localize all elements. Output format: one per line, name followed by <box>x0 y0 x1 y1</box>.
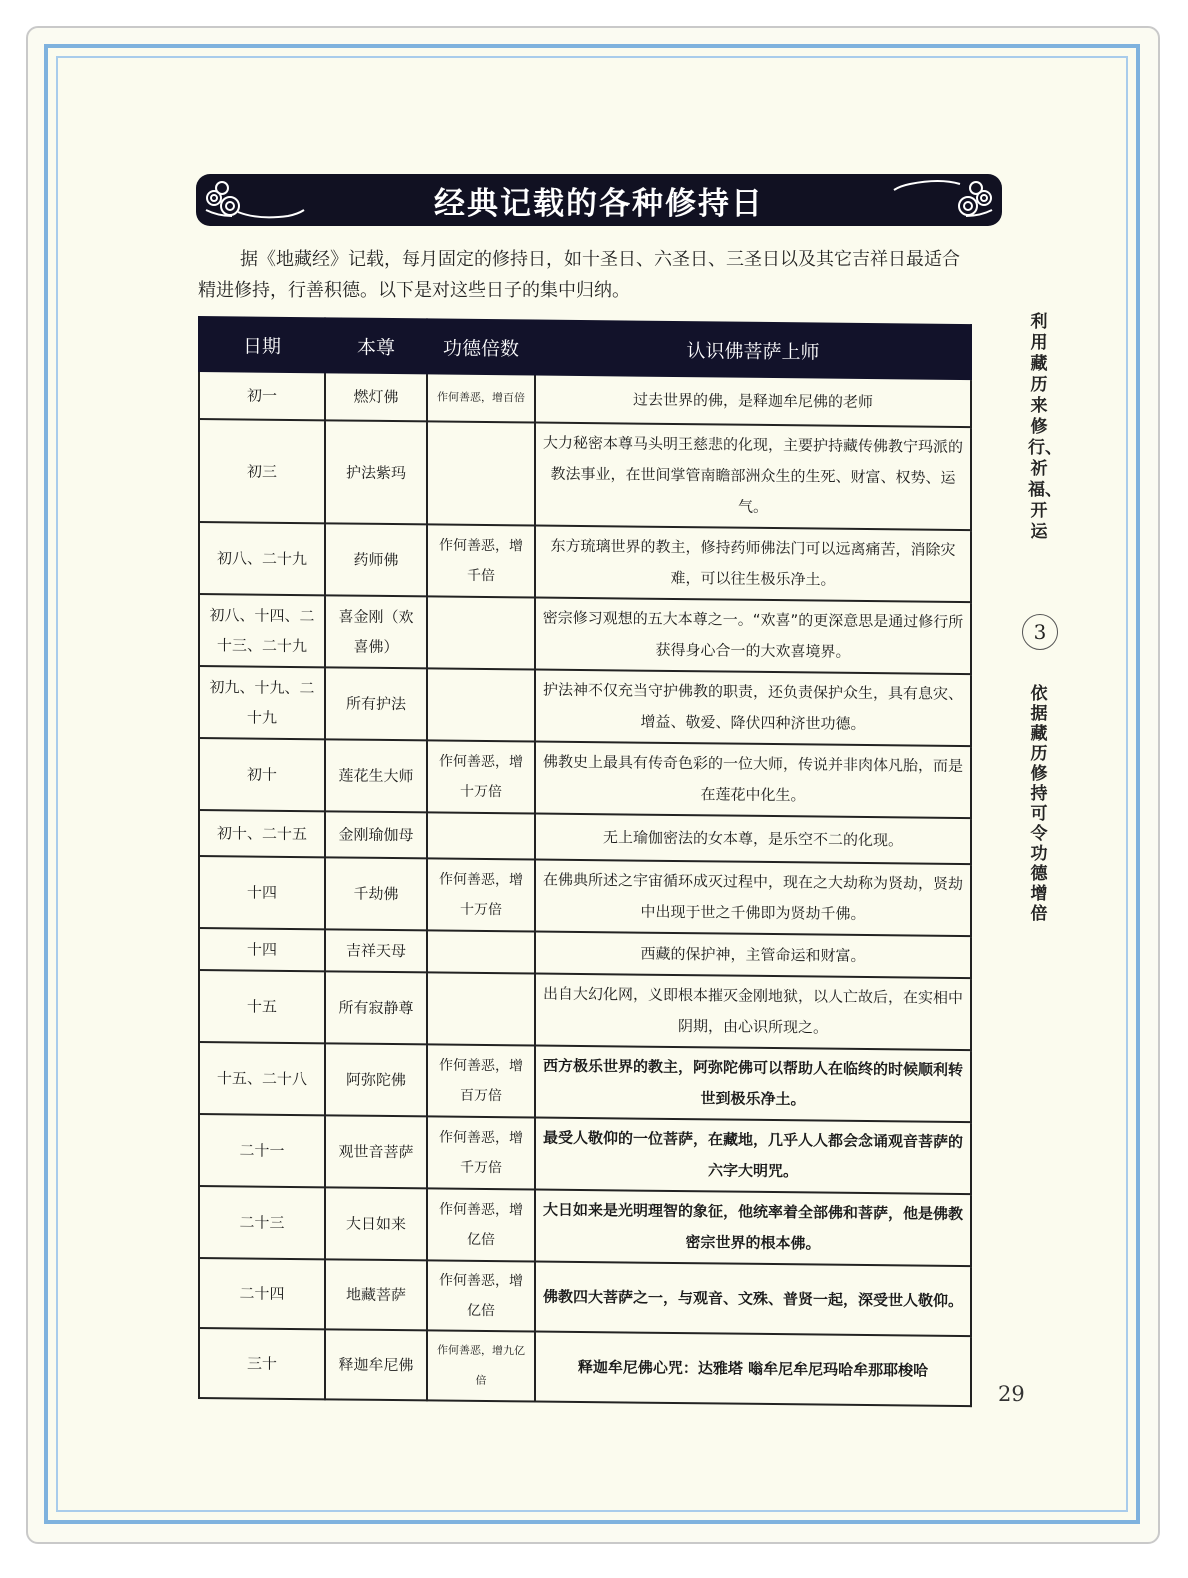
cell-deity: 观世音菩萨 <box>325 1115 427 1188</box>
cell-description: 佛教史上最具有传奇色彩的一位大师，传说并非肉体凡胎，而是在莲花中化生。 <box>535 742 971 819</box>
cell-date: 十五 <box>199 970 325 1043</box>
table-row <box>199 1042 971 1122</box>
cell-merit <box>427 421 535 525</box>
page-title: 经典记载的各种修持日 <box>434 185 764 222</box>
cell-description: 释迦牟尼佛心咒：达雅塔 嗡牟尼牟尼玛哈牟那耶梭哈 <box>535 1332 971 1407</box>
cell-merit: 作何善恶，增百万倍 <box>427 1044 535 1117</box>
cell-deity: 释迦牟尼佛 <box>325 1329 427 1400</box>
cell-deity: 大日如来 <box>325 1187 427 1260</box>
table-row <box>199 666 971 746</box>
cell-description: 大日如来是光明理智的象征，他统率着全部佛和菩萨，他是佛教密宗世界的根本佛。 <box>535 1190 971 1267</box>
cell-description: 最受人敬仰的一位菩萨，在藏地，几乎人人都会念诵观音菩萨的六字大明咒。 <box>535 1118 971 1195</box>
side-chapter-title: 依据藏历修持可令功德增倍 <box>1030 684 1048 924</box>
cell-description: 无上瑜伽密法的女本尊，是乐空不二的化现。 <box>535 814 971 865</box>
cloud-ornament-right-icon <box>890 176 1000 224</box>
cell-date: 十四 <box>199 928 325 971</box>
cell-merit: 作何善恶，增千万倍 <box>427 1116 535 1189</box>
cell-description: 西方极乐世界的教主，阿弥陀佛可以帮助人在临终的时候顺利转世到极乐净土。 <box>535 1046 971 1123</box>
cell-deity: 莲花生大师 <box>325 739 427 812</box>
cell-date: 三十 <box>199 1328 325 1399</box>
observance-table <box>198 316 972 1407</box>
title-banner <box>196 174 1002 226</box>
cell-description: 护法神不仅充当守护佛教的职责，还负责保护众生，具有息灾、增益、敬爱、降伏四种济世功德。 <box>535 670 971 747</box>
table-row <box>199 970 971 1050</box>
table-row <box>199 738 971 818</box>
cell-merit <box>427 668 535 741</box>
cell-description: 过去世界的佛，是释迦牟尼佛的老师 <box>535 375 971 428</box>
cell-date: 初九、十九、二十九 <box>199 666 325 739</box>
cell-deity: 护法紫玛 <box>325 420 427 524</box>
cell-date: 二十三 <box>199 1186 325 1259</box>
cell-deity: 药师佛 <box>325 523 427 596</box>
cell-merit <box>427 972 535 1045</box>
cloud-ornament-left-icon <box>198 176 308 224</box>
table-row <box>199 594 971 674</box>
cell-description: 大力秘密本尊马头明王慈悲的化现，主要护持藏传佛教宁玛派的教法事业，在世间掌管南瞻部洲众生的生死、财富、权势、运气。 <box>535 423 971 531</box>
table-row <box>199 1186 971 1266</box>
table-row <box>199 1114 971 1194</box>
header-date: 日期 <box>199 317 325 372</box>
cell-merit: 作何善恶，增亿倍 <box>427 1188 535 1261</box>
cell-merit <box>427 930 535 973</box>
header-description: 认识佛菩萨上师 <box>535 321 971 380</box>
cell-date: 初八、二十九 <box>199 522 325 595</box>
cell-merit: 作何善恶，增千倍 <box>427 524 535 597</box>
cell-date: 初一 <box>199 371 325 420</box>
cell-deity: 所有寂静尊 <box>325 971 427 1044</box>
side-section-title: 利用藏历来修行、祈福、开运 <box>1028 312 1062 542</box>
table-row <box>199 856 971 936</box>
cell-description: 佛教四大菩萨之一，与观音、文殊、普贤一起，深受世人敬仰。 <box>535 1262 971 1337</box>
cell-description: 出自大幻化网，义即根本摧灭金刚地狱，以人亡故后，在实相中阴期，由心识所现之。 <box>535 974 971 1051</box>
cell-merit: 作何善恶，增百倍 <box>427 373 535 422</box>
cell-merit <box>427 812 535 859</box>
cell-date: 初八、十四、二十三、二十九 <box>199 594 325 667</box>
cell-deity: 阿弥陀佛 <box>325 1043 427 1116</box>
cell-description: 在佛典所述之宇宙循环成灭过程中，现在之大劫称为贤劫，贤劫中出现于世之千佛即为贤劫千佛。 <box>535 860 971 937</box>
cell-merit: 作何善恶，增九亿倍 <box>427 1330 535 1401</box>
cell-deity: 所有护法 <box>325 667 427 740</box>
cell-deity: 金刚瑜伽母 <box>325 811 427 858</box>
cell-merit <box>427 596 535 669</box>
cell-date: 初十 <box>199 738 325 811</box>
table-header-row <box>199 317 971 379</box>
table-row <box>199 522 971 602</box>
cell-date: 十五、二十八 <box>199 1042 325 1115</box>
cell-deity: 燃灯佛 <box>325 372 427 421</box>
observance-table-wrap <box>198 316 972 1407</box>
cell-deity: 地藏菩萨 <box>325 1259 427 1330</box>
cell-deity: 吉祥天母 <box>325 929 427 972</box>
cell-description: 西藏的保护神，主管命运和财富。 <box>535 932 971 979</box>
table-row <box>199 1328 971 1406</box>
cell-deity: 喜金刚（欢喜佛） <box>325 595 427 668</box>
cell-date: 二十一 <box>199 1114 325 1187</box>
cell-merit: 作何善恶，增十万倍 <box>427 740 535 813</box>
cell-description: 密宗修习观想的五大本尊之一。“欢喜”的更深意思是通过修行所获得身心合一的大欢喜境界。 <box>535 598 971 675</box>
cell-deity: 千劫佛 <box>325 857 427 930</box>
cell-date: 二十四 <box>199 1258 325 1329</box>
cell-date: 初三 <box>199 419 325 523</box>
header-deity: 本尊 <box>325 318 427 373</box>
cell-merit: 作何善恶，增亿倍 <box>427 1260 535 1331</box>
page-number: 29 <box>998 1382 1025 1406</box>
cell-date: 初十、二十五 <box>199 810 325 857</box>
header-merit: 功德倍数 <box>427 319 535 374</box>
cell-description: 东方琉璃世界的教主，修持药师佛法门可以远离痛苦，消除灾难，可以往生极乐净土。 <box>535 526 971 603</box>
intro-paragraph: 据《地藏经》记载，每月固定的修持日，如十圣日、六圣日、三圣日以及其它吉祥日最适合精进修持，行善积德。以下是对这些日子的集中归纳。 <box>198 249 960 301</box>
table-row <box>199 1258 971 1336</box>
table-row <box>199 371 971 427</box>
table-row <box>199 419 971 530</box>
table-row <box>199 810 971 864</box>
cell-merit: 作何善恶，增十万倍 <box>427 858 535 931</box>
chapter-number-badge: 3 <box>1022 614 1058 650</box>
cell-date: 十四 <box>199 856 325 929</box>
